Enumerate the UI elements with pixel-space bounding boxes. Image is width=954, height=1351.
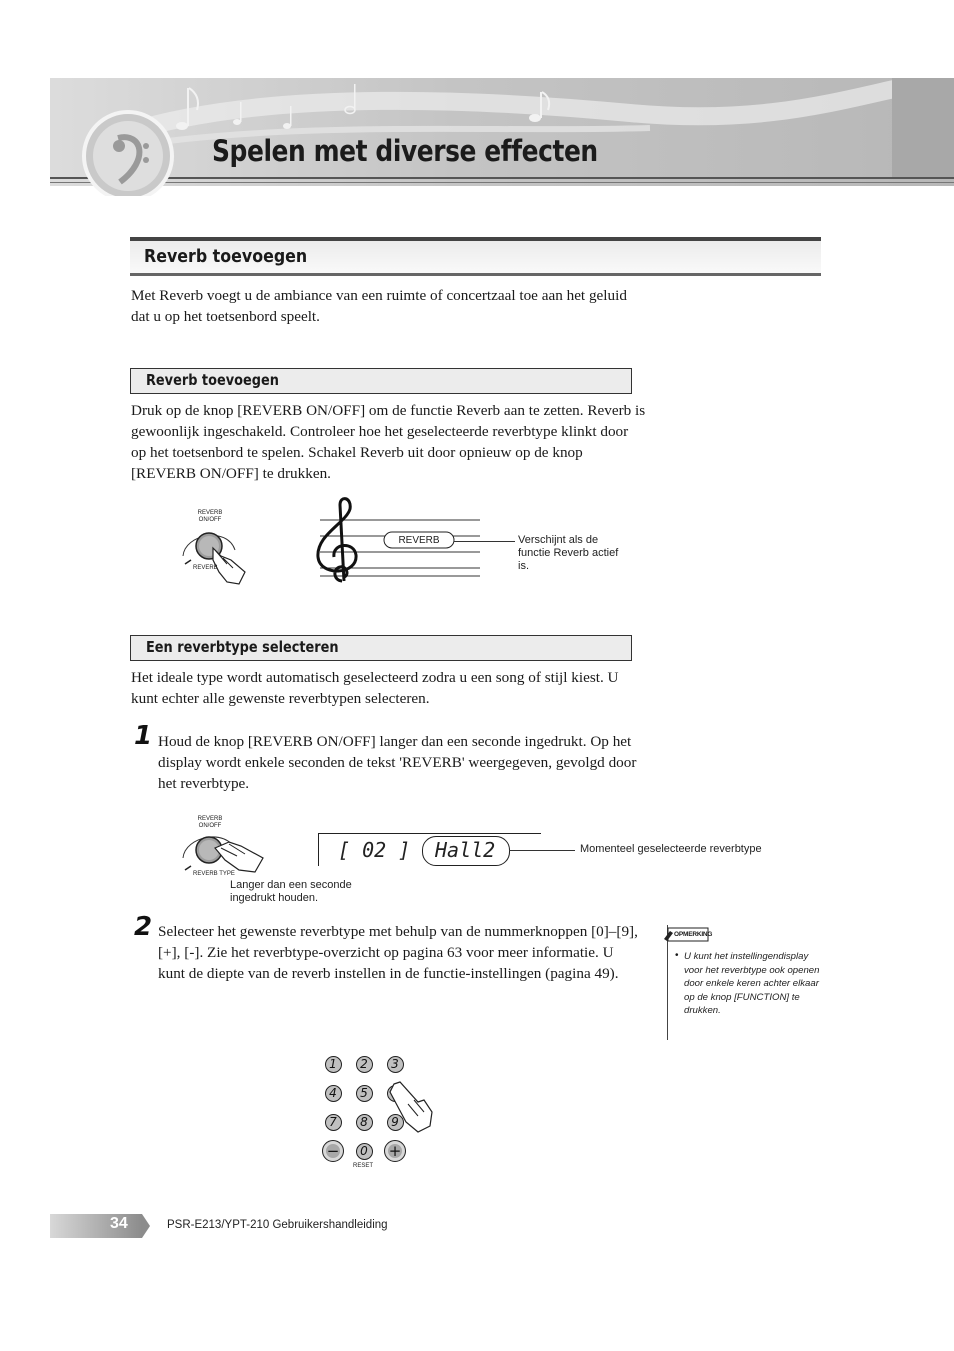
keypad-key-minus[interactable]: −: [322, 1140, 344, 1162]
subsection2-body: Het ideale type wordt automatisch geselecteerd zodra u een song of stijl kiest. U kunt echter alle gewenste reverbtypen selecteren.: [131, 669, 619, 707]
footer-arrow: [142, 1214, 150, 1238]
note-text: U kunt het instellingendisplay voor het reverbtype ook openen door enkele keren achter elkaar op de knop [FUNCTION] te drukken.: [684, 951, 820, 1017]
page-title: Spelen met diverse effecten: [212, 134, 598, 168]
button-label: REVERB ON/OFF: [197, 816, 223, 829]
number-keypad: [318, 1050, 448, 1175]
keypad-key-plus[interactable]: +: [384, 1140, 406, 1162]
display-reverb-badge: REVERB: [398, 535, 440, 546]
bass-clef-emblem: [80, 108, 184, 196]
keypad-key-2[interactable]: 2: [356, 1056, 373, 1073]
pressing-hand-icon: [378, 1078, 438, 1136]
step-text: Selecteer het gewenste reverbtype met behulp van de nummerknoppen [0]–[9], [+], [-]. Zie het reverbtype-overzicht op pagina 63 voor meer informatie. U kunt de diepte van de reverb instellen in de functie-instellingen (pagina 49).: [158, 923, 638, 982]
note-bullet: •: [675, 950, 679, 961]
music-notes-decoration: [50, 78, 954, 186]
keypad-key-9[interactable]: 9: [387, 1114, 404, 1131]
note-box: [667, 925, 828, 1040]
reverb-button-hand-icon: [175, 520, 255, 590]
hold-caption: Langer dan een seconde ingedrukt houden.: [230, 879, 352, 904]
step-number: 1: [134, 721, 153, 751]
button-sublabel: REVERB: [193, 565, 218, 571]
step-number: 2: [134, 912, 153, 942]
keypad-key-0[interactable]: 0: [356, 1143, 373, 1160]
lcd-name: Hall2: [435, 838, 496, 862]
section-header: [130, 237, 821, 276]
subsection-title: Reverb toevoegen: [146, 371, 279, 389]
keypad-key-3[interactable]: 3: [387, 1056, 404, 1073]
reset-label: RESET: [352, 1163, 373, 1169]
section-intro: Met Reverb voegt u de ambiance van een ruimte of concertzaal toe aan het geluid dat u op het toetsenbord speelt.: [131, 287, 627, 325]
subsection-header-reverbtype: [130, 635, 632, 661]
keypad-key-1[interactable]: 1: [325, 1056, 342, 1073]
callout-reverb: Verschijnt als de functie Reverb actief is.: [518, 534, 619, 572]
lcd-number: [ 02 ]: [338, 838, 411, 862]
subsection-header-reverb: [130, 368, 632, 394]
header-band: [50, 78, 954, 186]
lcd-left-line: [318, 833, 319, 866]
lcd-top-line: [318, 833, 541, 834]
button-label: REVERB ON/OFF: [197, 510, 223, 523]
keypad-key-4[interactable]: 4: [325, 1085, 342, 1102]
callout-reverbtype: Momenteel geselecteerde reverbtype: [580, 843, 762, 855]
subsection-title: Een reverbtype selecteren: [146, 638, 339, 656]
subsection1-body: Druk op de knop [REVERB ON/OFF] om de functie Reverb aan te zetten. Reverb is gewoonlijk ingeschakeld. Controleer hoe het geselecteerde reverbtype klinkt door op het toetsenbord te spelen. Schakel Reverb uit door opnieuw op de knop [REVERB ON/OFF] te drukken.: [131, 402, 646, 482]
header-rule-thin: [50, 182, 954, 183]
manual-title: PSR-E213/YPT-210 Gebruikershandleiding: [167, 1219, 388, 1231]
callout-line: [454, 541, 515, 542]
button-sublabel: REVERB TYPE: [193, 871, 235, 877]
header-rule: [50, 177, 954, 179]
step-text: Houd de knop [REVERB ON/OFF] langer dan een seconde ingedrukt. Op het display wordt enkele seconden de tekst 'REVERB' weergegeven, gevolgd door het reverbtype.: [158, 733, 637, 792]
header-side-strip: [892, 78, 954, 178]
keypad-key-8[interactable]: 8: [356, 1114, 373, 1131]
keypad-key-5[interactable]: 5: [356, 1085, 373, 1102]
footer-bar: [50, 1214, 142, 1238]
keypad-key-7[interactable]: 7: [325, 1114, 342, 1131]
section-title: Reverb toevoegen: [144, 246, 308, 267]
page-number: 34: [110, 1215, 128, 1232]
note-label: OPMERKING: [674, 931, 713, 938]
callout-line: [509, 850, 575, 851]
